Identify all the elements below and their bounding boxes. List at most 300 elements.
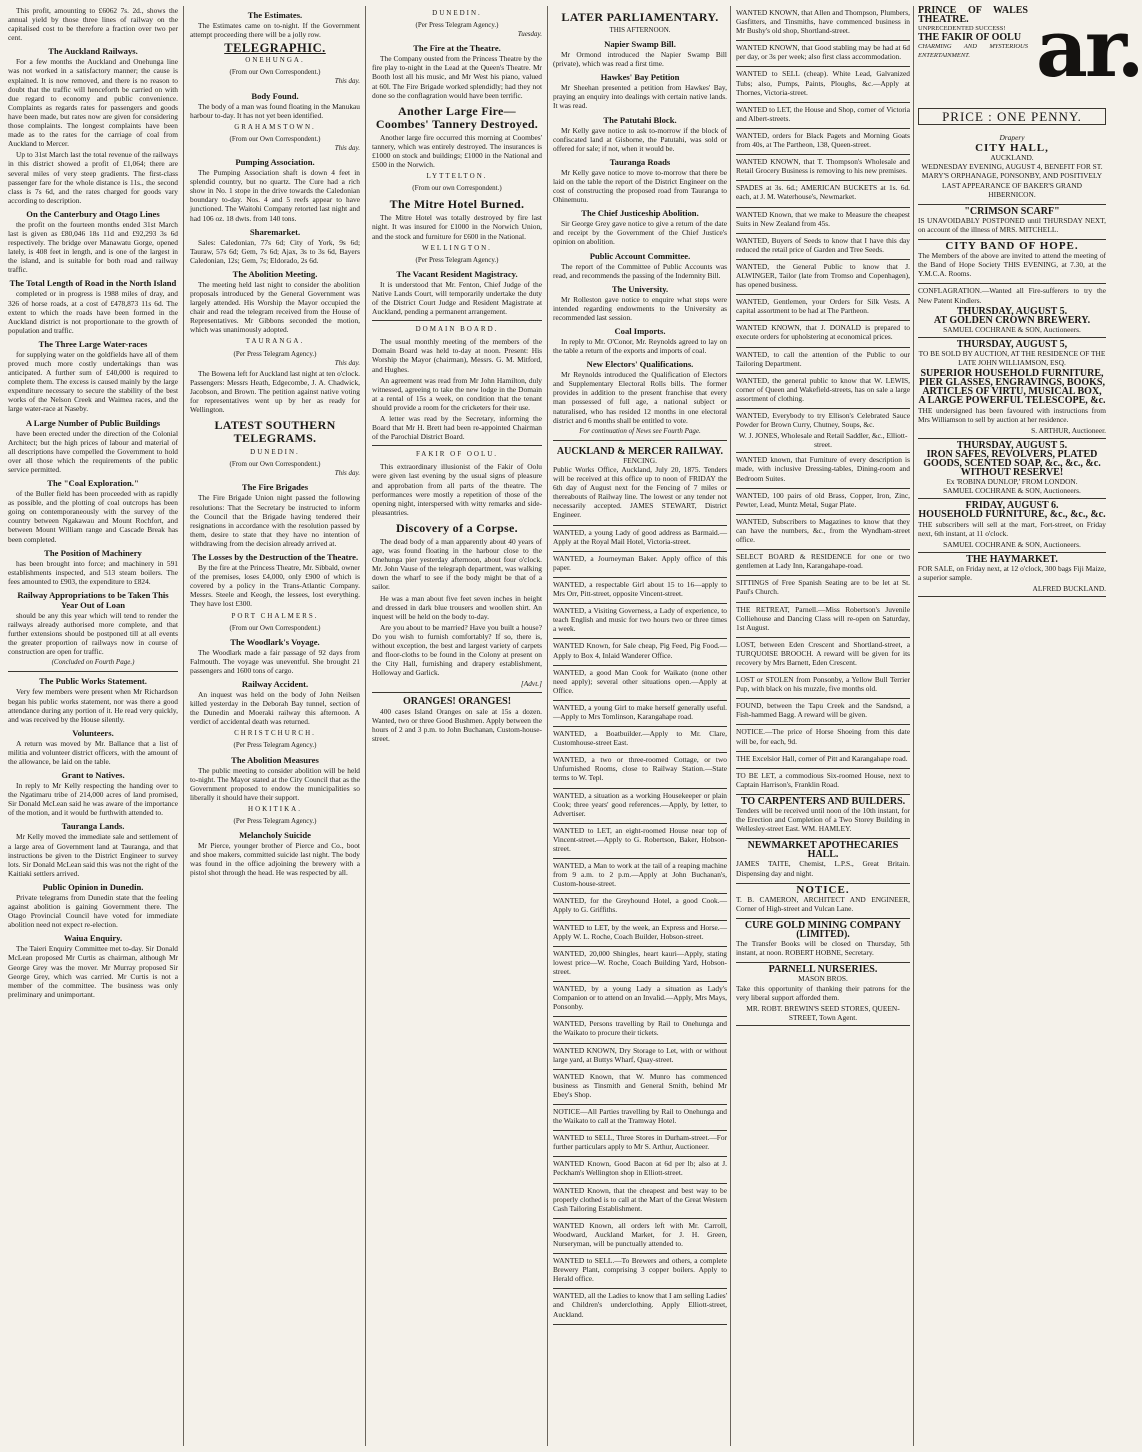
- major-heading: LATEST SOUTHERN TELEGRAMS.: [214, 418, 336, 446]
- section-heading: The Fire at the Theatre.: [413, 43, 501, 54]
- paragraph: The public meeting to consider abolition will be held to-night. The Mayor stated at the City Council that as the Government proposed to endow the municipalities so liberally it should have their support.: [190, 765, 360, 802]
- paragraph: The Fire Brigade Union night passed the following resolutions: That the Secretary be instructed to inform the Council that the Brigade having tendered their resignations in accordance with the resolution passed by them, desire to state that they have no intention of withdrawing from the decision already arrived at.: [190, 493, 360, 548]
- advert-heading: CURE GOLD MINING COMPANY (LIMITED).: [744, 919, 902, 941]
- advert-heading: ORANGES! ORANGES!: [402, 696, 512, 708]
- advert: [553, 789, 727, 824]
- source-line: (From our Own Correspondent.): [229, 68, 321, 77]
- advert-subheading: MASON BROS.: [798, 974, 848, 984]
- paragraph: He was a man about five feet seven inches in height and dressed in dark blue trousers and woollen shirt. An inquest will be held on the body to-day.: [372, 593, 542, 621]
- section-heading: The Woodlark's Voyage.: [230, 636, 320, 647]
- advert: [736, 41, 910, 67]
- advert: [918, 142, 1106, 205]
- column-6: [918, 1, 1142, 1446]
- advert-heading: PARNELL NURSERIES.: [768, 964, 878, 976]
- advert-text: WANTED Known, Good Bacon at 6d per lb; also at J. Peckham's Wellington shop in Elliott-street.: [553, 1159, 727, 1178]
- column-rule: [913, 6, 914, 1446]
- paragraph: Mr Sheehan presented a petition from Hawkes' Bay, praying an enquiry into dealings with certain native lands. It was read.: [553, 83, 727, 111]
- advert-text: WANTED, a young Girl to make herself generally useful.—Apply to Mrs Tomlinson, Karangahape road.: [553, 702, 727, 721]
- paragraph: A letter was read by the Secretary, informing the Board that Mr H. Brett had been re-appointed Chairman of the Parochial District Board.: [372, 414, 542, 442]
- advert: [736, 374, 910, 409]
- advert-text: WANTED Known, that W. Munro has commenced business as Tinsmith and General Smith, behind Mr Ebey's Shop.: [553, 1071, 727, 1099]
- advert-text: THE undersigned has been favoured with instructions from Mrs Williamson to sell by auction at her residence.: [918, 405, 1106, 424]
- column-rule: [730, 6, 731, 1446]
- advert: [553, 552, 727, 578]
- advert-text: WANTED Known, that the cheapest and best way to be properly clothed is to call at the Mart of the Great Western Cash Tailoring Establishment.: [553, 1185, 727, 1213]
- dateline: Tuesday.: [517, 30, 542, 39]
- advert: [553, 1184, 727, 1219]
- dateline-town: WELLINGTON.: [422, 243, 492, 252]
- advert: [736, 550, 910, 576]
- advert: [736, 6, 910, 41]
- advert-text: The Members of the above are invited to attend the meeting of the Band of Hope Society THIS EVENING, at 7.30, at the Y.M.C.A. Rooms.: [918, 251, 1106, 279]
- advert: [553, 1157, 727, 1183]
- source-line: (From our Own Correspondent.): [229, 623, 321, 632]
- advert: [918, 338, 1106, 439]
- advert: [736, 638, 910, 673]
- divider: [372, 692, 542, 693]
- section-label: Drapery: [999, 133, 1025, 143]
- paragraph: The dead body of a man apparently about 40 years of age, was found floating in the harbour close to the Onehunga pier yesterday afternoon, about four o'clock. Mr. John Vause of the telegraph department, was walking down the wharf to see if the body might be that of a sailor.: [372, 536, 542, 592]
- paragraph: In reply to Mr Kelly respecting the handing over to the Ngatimaru tribe of 214,000 acres of land promised, Sir Donald McLean said he was aware of the importance of the motion, and it would be furthwith attended to.: [8, 781, 178, 818]
- advert-text: JAMES TAITE, Chemist, L.P.S., Great Britain. Dispensing day and night.: [736, 859, 910, 878]
- advert-text: WANTED to LET, the House and Shop, corner of Victoria and Albert-streets.: [736, 104, 910, 123]
- advert-text: T. B. CAMERON, ARCHITECT AND ENGINEER, Corner of High-street and Vulcan Lane.: [736, 894, 910, 913]
- section-heading: Pumping Association.: [235, 157, 315, 168]
- advert: [736, 234, 910, 260]
- advert-heading: SUPERIOR HOUSEHOLD FURNITURE, PIER GLASSES, ENGRAVINGS, BOOKS, ARTICLES OF VIRTU, MUSICAL BOX, A LARGE POWERFUL TELESCOPE, &c.: [918, 368, 1106, 407]
- advert-text: WANTED, to call the attention of the Public to our Tailoring Department.: [736, 349, 910, 368]
- advert: [736, 795, 910, 839]
- advert: [736, 673, 910, 699]
- advert: [553, 1044, 727, 1070]
- paragraph: completed or in progress is 1988 miles of dray, and 326 of horse roads, at a cost of £478,873 11s 6d. The extent to which the roads have been formed in the Auckland district is not proportionate to the growth of population and traffic.: [8, 289, 178, 335]
- advert: [736, 884, 910, 919]
- section-heading: The University.: [611, 283, 669, 294]
- major-heading: The Mitre Hotel Burned.: [389, 197, 525, 212]
- advert: [736, 576, 910, 602]
- advert-signature: SAMUEL COCHRANE & SON, Auctioneers.: [943, 324, 1081, 334]
- advert-text: WANTED Known, for Sale cheap, Pig Feed, Pig Food.—Apply to Box 4, Inlaid Wanderer Office.: [553, 641, 727, 660]
- column-rule: [547, 6, 548, 1446]
- advert-text: WANTED, Gentlemen, your Orders for Silk Vests. A capital assortment to be had at The Partheon.: [736, 297, 910, 316]
- advert-text: TO BE SOLD BY AUCTION, AT THE RESIDENCE OF THE LATE JOHN WILLIAMSON, ESQ.: [918, 348, 1106, 368]
- paragraph: By the fire at the Princess Theatre, Mr. Sibbald, owner of the premises, loses £4,000, only £900 of which is covered by a policy in the Trans-Atlantic Company. Messrs. Steele and Keogh, the lessees, lost everything. They have lost £300.: [190, 563, 360, 609]
- advert-text: WANTED to SELL (cheap). White Lead, Galvanized Tubs; also, Pumps, Paints, Ploughs, &c.—Apply at Thornes, Victoria-street.: [736, 69, 910, 97]
- paragraph: the profit on the fourteen months ended 31st March last is given as £80,046 18s 11d and £92,293 3s 6d respectively. The bridge over Manawatu Gorge, opened lately, is 408 feet in length, and is one of the largest in the island, and is suitable for both road and railway traffic.: [8, 219, 178, 275]
- dateline-town: DUNEDIN.: [250, 448, 300, 457]
- advert: [553, 824, 727, 859]
- dateline-town: DUNEDIN.: [432, 9, 482, 17]
- advert-signature: W. J. JONES, Wholesale and Retail Saddler, &c., Elliott-street.: [738, 431, 908, 450]
- advert: [736, 603, 910, 638]
- subsection-heading: DOMAIN BOARD.: [415, 325, 499, 334]
- advert: [918, 553, 1106, 597]
- advert-signature: S. ARTHUR, Auctioneer.: [1031, 425, 1106, 435]
- dateline: This day.: [334, 143, 360, 152]
- subheading: THIS AFTERNOON.: [609, 26, 671, 34]
- advert-text: WANTED, 20,000 Shingles, heart kauri—Apply, stating lowest price—W. Roche, Coach Building Yard, Hobson-street.: [553, 948, 727, 976]
- section-heading: Hawkes' Bay Petition: [600, 72, 680, 83]
- dateline-town: TAURANGA.: [245, 337, 305, 346]
- paragraph: Mr Rolleston gave notice to enquire what steps were intended regarding endowments to the University as recommended last session.: [553, 294, 727, 322]
- dateline-town: LYTTELTON.: [426, 172, 488, 181]
- advert-text: WANTED, a young Lady of good address as Barmaid.—Apply at the Royal Mail Hotel, Victoria-street.: [553, 527, 727, 546]
- paragraph: Are you about to be married? Have you built a house? Do you wish to furnish comfortably? If so, there is, without exception, the best and largest variety of carpets and floor-cloths to be found in the Colony at present on the City Hall, furnishing and drapery establishment, Holloway and Garlick.: [372, 622, 542, 678]
- paragraph: A return was moved by Mr. Ballance that a list of militia and volunteer district officers, with the amount of the allowance, be laid on the table.: [8, 738, 178, 766]
- advert-text: WANTED, a good Man Cook for Waikato (none other need apply); several other situations open.—Apply at Office.: [553, 667, 727, 695]
- advert-text: WANTED, a Boatbuilder.—Apply to Mr. Clare, Customhouse-street East.: [553, 729, 727, 748]
- section-heading: Napier Swamp Bill.: [604, 39, 676, 50]
- paragraph: have been erected under the direction of the Colonial Architect; but the high prices of labour and material of all descriptions have compelled the Government to hold over all those which the requirements of the public service permitted.: [8, 428, 178, 474]
- advert: [553, 753, 727, 788]
- advert-text: WANTED KNOWN, that Good stabling may be had at 6d per day, or 3s per week; also first class accommodation.: [736, 43, 910, 62]
- paragraph: This extraordinary illusionist of the Fakir of Oolu were given last evening by the usual signs of pleasure and approbation from all parts of the theatre. The performances were mostly a repetition of those of the opening night, interspersed with witty remarks and side-pleasantries.: [372, 462, 542, 517]
- paragraph: The usual monthly meeting of the members of the Domain Board was held to-day at noon. Present: His Worship the Mayor (chairman), Messrs. G. M. Mitford, and Hughes.: [372, 337, 542, 374]
- source-line: (Per Press Telegram Agency.): [233, 741, 317, 750]
- paragraph: Sir George Grey gave notice to give a return of the date and receipt by the Government of the Chief Justice's opinion on abolition.: [553, 219, 727, 247]
- advert-text: Take this opportunity of thanking their patrons for the very liberal support afforded them.: [736, 983, 910, 1002]
- advert: [918, 240, 1106, 284]
- advert-text: WANTED, a Journeyman Baker. Apply office of this paper.: [553, 553, 727, 572]
- advert-heading: AT GOLDEN CROWN BREWERY.: [933, 314, 1091, 326]
- advert-text: WANTED, for the Greyhound Hotel, a good Cook.—Apply to G. Griffiths.: [553, 896, 727, 915]
- paragraph: for supplying water on the goldfields have all of them proved much more costly undertakings than was anticipated. A further sum of £40,000 is required to complete them. The excess is caused mainly by the large expenditure necessary to secure the stability of the best works of the Nelson Creek and Waimea races, and the large water-race at Naseby.: [8, 349, 178, 414]
- advert-text: CONFLAGRATION.—Wanted all Fire-sufferers to try the New Patent Kindlers.: [918, 286, 1106, 305]
- advert-text: WANTED, a Visiting Governess, a Lady of experience, to teach English and music for two hours two or three times a week.: [553, 606, 727, 634]
- advert: [918, 284, 1106, 337]
- section-heading: The Patutahi Block.: [603, 114, 677, 125]
- section-heading: On the Canterbury and Otago Lines: [26, 208, 160, 219]
- paragraph: The Estimates came on to-night. If the Government attempt proceeding there will be a jolly row.: [190, 21, 360, 40]
- advert: [553, 1131, 727, 1157]
- advert-text: THE subscribers will sell at the mart, Fort-street, on Friday next, 6th instant, at 11 o'clock.: [918, 519, 1106, 538]
- advert-text: WANTED to LET, an eight-roomed House near top of Vincent-street.—Apply to G. Robertson, Baker, Hobson-street.: [553, 825, 727, 853]
- dateline: This day.: [334, 358, 360, 367]
- section-heading: Sharemarket.: [249, 226, 301, 237]
- paragraph: Mr Pierce, younger brother of Pierce and Co., boot and shoe makers, committed suicide last night. The body was found in the office adjoining the brewery with a pistol shot through the head. He was respected by all.: [190, 841, 360, 878]
- advert-text: WANTED, Persons travelling by Rail to Onehunga and the Waikato to procure their tickets.: [553, 1019, 727, 1038]
- paragraph: The body of a man was found floating in the Manukau harbour to-day. It has not yet been identified.: [190, 101, 360, 120]
- advert-text: IS UNAVOIDABLY POSTPONED until THURSDAY NEXT, on account of the illness of MRS. MITCHELL.: [918, 215, 1106, 234]
- advert: [553, 578, 727, 604]
- advert: [736, 103, 910, 129]
- advert: [553, 982, 727, 1017]
- dateline-town: GRAHAMSTOWN.: [234, 122, 316, 131]
- section-heading: The Vacant Resident Magistracy.: [396, 268, 518, 279]
- theatre-advert-line: THE FAKIR OF OOLU: [918, 32, 1022, 44]
- advert-signature: ALFRED BUCKLAND.: [1032, 584, 1106, 594]
- advert-text: SPADES at 3s. 6d.; AMERICAN BUCKETS at 1s. 6d. each, at J. M. Waterhouse's, Newmarket.: [736, 183, 910, 202]
- advert-text: Tenders will be received until noon of the 10th instant, for the Erection and Completion of a Two Storey Building in Wellesley-street East. WM. HAMLEY.: [736, 806, 910, 834]
- advert-heading: CITY BAND OF HOPE.: [945, 240, 1079, 253]
- advert-heading: AUCKLAND & MERCER RAILWAY.: [556, 445, 724, 457]
- advert-text: LOST, between Eden Crescent and Shortland-street, a TURQUOISE BROOCH. A reward will be given for its recovery by Mrs Barnett, Eden Crescent.: [736, 639, 910, 667]
- advert-text: WANTED, Everybody to try Ellison's Celebrated Sauce Powder for Brown Curry, Chutney, Soups, &c.: [736, 411, 910, 430]
- paragraph: The Taieri Enquiry Committee met to-day. Sir Donald McLean proposed Mr Curtis as chairman, although Mr George Grey was the mover. Mr Murray proposed Sir George Grey, which was carried. Mr Curtis is not a member of the committee. The business was only preliminary and unimportant.: [8, 944, 178, 999]
- advert-text: NOTICE—All Parties travelling by Rail to Onehunga and the Waikato to call at the Tramway Hotel.: [553, 1106, 727, 1126]
- advert-text: WANTED KNOWN, Dry Storage to Let, with or without large yard, at Buttys Wharf, Quay-street.: [553, 1045, 727, 1064]
- paragraph: 400 cases Island Oranges on sale at 15s a dozen. Wanted, two or three Good Bushmen. Apply between the hours of 2 and 3 p.m. to John Buchanan, Custom-house-street.: [372, 706, 542, 743]
- section-heading: Public Account Committee.: [589, 250, 691, 261]
- divider: [372, 445, 542, 446]
- paragraph: The Bowena left for Auckland last night at ten o'clock. Passengers: Messrs Heath, Edgecombe, J. A. Chadwick, Jacobson, and Brown. The petition against native voting for representatives went up by her as ready for Wellington.: [190, 368, 360, 415]
- dateline-town: CHRISTCHURCH.: [234, 729, 316, 738]
- advert: [553, 921, 727, 947]
- advert-text: THE Excelsior Hall, corner of Pitt and Karangahape road.: [736, 753, 908, 763]
- dateline: This day.: [334, 77, 360, 86]
- paragraph: Mr Reynolds introduced the Qualification of Electors and Supplementary Electoral Rolls bills. The former provides in addition to the present franchise that every man possessed of full age, a national subject or naturalised, who has resided 12 months in one electoral district and 6 months shall be entitled to vote.: [553, 370, 727, 425]
- source-line: (Per Press Telegram Agency.): [415, 21, 499, 30]
- price-box: PRICE : ONE PENNY.: [918, 108, 1106, 125]
- advert-text: WANTED to SELL.—To Brewers and others, a complete Brewery Plant, comprising 3 copper boilers. Apply to Herald office.: [553, 1256, 727, 1284]
- source-line: (Per Press Telegram Agency.): [233, 349, 317, 358]
- paragraph: The meeting held last night to consider the abolition proposals introduced by the General Government was largely attended. His Worship the Mayor occupied the chair and read the telegram received from the House of Representatives. Mr Gibbons seconded the motion, which was unanimously adopted.: [190, 279, 360, 335]
- advert-text: WANTED, Subscribers to Magazines to know that they can have the numbers, &c., from the Wyndham-street office.: [736, 516, 910, 545]
- section-heading: Tauranga Lands.: [61, 821, 125, 832]
- advert-text: WANTED, a two or three-roomed Cottage, or two Unfurnished Rooms, close to Railway Station.—State terms to W. Tepl.: [553, 755, 727, 783]
- theatre-advert-line: UNPRECEDENTED SUCCESS!: [918, 25, 1006, 33]
- advert-subheading: Ex 'ROBINA DUNLOP,' FROM LONDON.: [946, 477, 1078, 487]
- advert: [736, 963, 910, 1026]
- advert: [553, 445, 727, 526]
- advert: [553, 701, 727, 727]
- advert-signature: SAMUEL COCHRANE & SON, Auctioneers.: [943, 486, 1081, 496]
- section-heading: The Fire Brigades: [241, 482, 309, 493]
- advert-text: WANTED, 100 pairs of old Brass, Copper, Iron, Zinc, Pewter, Lead, Muntz Metal, Sugar Plate.: [736, 490, 910, 509]
- paragraph: Sales: Caledonian, 77s 6d; City of York, 9s 6d; Tauraw, 57s 6d; Gem, 7s 6d; Ajax, 3s to 3s 6d, Bayers Caledonian, 12s; Gem, 7s; Eldorado, 2s 6d.: [190, 237, 360, 265]
- advert-text: WANTED KNOWN, that Allen and Thompson, Plumbers, Gasfitters, and Tinsmiths, have commenced business in Mr Bushy's old shop, Shortland-street.: [736, 8, 910, 36]
- section-heading: Grant to Natives.: [61, 770, 125, 781]
- advert-text: WANTED KNOWN, that J. DONALD is prepared to execute orders for upholstering at economical prices.: [736, 323, 910, 342]
- divider: [553, 440, 727, 441]
- section-heading: A Large Number of Public Buildings: [25, 417, 161, 428]
- advert-text: The Transfer Books will be closed on Thursday, 5th instant, at noon. ROBERT HOBNE, Secretary.: [736, 939, 910, 958]
- section-heading: Melancholy Suicide: [239, 830, 311, 841]
- source-line: (Per Press Telegram Agency.): [233, 817, 317, 825]
- advert-text: WANTED Known, all orders left with Mr. Carroll, Woodward, Auckland Market, for J. H. Green, Nurseryman, will be punctually attended to.: [553, 1220, 727, 1248]
- paragraph: An inquest was held on the body of John Neilsen killed yesterday in the Deborah Bay tunnel, section of the Dunedin and Moeraki railway this afternoon. A verdict of accidental death was returned.: [190, 689, 360, 727]
- paragraph: Up to 31st March last the total revenue of the railways in this district showed a profit of £1,064; there are several miles of very steep gradients. The first-class passenger fare for the whole distance is 11s., the second class is 7s 6d, and the rates charged for goods vary according to description.: [8, 150, 178, 205]
- advert-text: SITTINGS of Free Spanish Seating are to be let at St. Paul's Church.: [736, 578, 910, 597]
- dateline-town: PORT CHALMERS.: [231, 611, 319, 620]
- dateline-town: HOKITIKA.: [248, 804, 302, 813]
- major-heading: LATER PARLIAMENTARY.: [561, 10, 719, 24]
- advert-text: WANTED to SELL, Three Stores in Durham-street.—For further particulars apply to Mr S. Arthur, Auctioneer.: [553, 1133, 727, 1152]
- section-heading: Public Opinion in Dunedin.: [42, 881, 144, 892]
- advert: [553, 1219, 727, 1254]
- advert-label: [Advt.]: [520, 679, 542, 689]
- section-heading: Volunteers.: [72, 727, 114, 738]
- subsection-heading: FAKIR OF OOLU.: [415, 450, 499, 459]
- paragraph: Mr Ormond introduced the Napier Swamp Bill (private), which was read a first time.: [553, 50, 727, 69]
- paragraph: Another large fire occurred this morning at Coombes' tannery, which was entirely destroyed. The insurances is £1000 on stock and buildings; £1000 in the National and £500 in the Norwich.: [372, 132, 542, 170]
- advert-text: WANTED, a situation as a working Housekeeper or plain Cook; three years' good references.—Apply, by letter, to Advertiser.: [553, 790, 727, 818]
- advert: [736, 839, 910, 883]
- advert-text: WEDNESDAY EVENING, AUGUST 4, BENEFIT FOR ST. MARY'S ORPHANAGE, PONSONBY, AND POSITIVELY LAST APPEARANCE OF BAKER'S GRAND HIBERNICON.: [921, 162, 1103, 199]
- paragraph: An agreement was read from Mr John Hamilton, duly witnessed, agreeing to take the new lodge in the Domain at a rental of 15s a week, on condition that the tenant should provide a room for the cricketers for their use.: [372, 375, 542, 412]
- advert-signature: MR. ROBT. BREWIN'S SEED STORES, QUEEN-STREET, Town Agent.: [746, 1003, 900, 1022]
- advert-text: SELECT BOARD & RESIDENCE for one or two gentlemen at Lady Inn, Karangahape-road.: [736, 552, 910, 571]
- paragraph: The report of the Committee of Public Accounts was read, and recommends the passing of the Indemnity Bill.: [553, 261, 727, 280]
- column-1: [8, 6, 178, 1446]
- source-line: (From our Own Correspondent.): [229, 134, 321, 143]
- advert-text: WANTED, orders for Black Pagets and Morning Goats from 40s, at The Partheon, 138, Queen-street.: [736, 130, 910, 150]
- advert-heading: TO CARPENTERS AND BUILDERS.: [740, 795, 906, 807]
- advert-text: WANTED, the general public to know that W. LEWIS, corner of Queen and Wakefield-streets, has on sale a large assortment of clothing.: [736, 375, 910, 403]
- advert: [553, 1289, 727, 1324]
- paragraph: This profit, amounting to £6062 7s. 2d., shows the annual yield by those three lines of railway on the capitalised cost to be therefore a fraction over two per cent.: [8, 6, 178, 43]
- paragraph: For a few months the Auckland and Onehunga line was not worked in a satisfactory manner; the cause is explained. It is now removed, and there is no reason to doubt that the traffic will henceforth be carried on with due regard to economy and public convenience. Complaints as regards rates for passengers and goods have been made, but rates now are given for considering those complaints. The longest complaints have been made as to the rates for the carriage of coal from Auckland to Mercer.: [8, 57, 178, 149]
- source-line: (From our Own Correspondent.): [229, 460, 321, 469]
- advert: [553, 666, 727, 701]
- advert: [553, 859, 727, 894]
- advert-text: WANTED, a respectable Girl about 15 to 16—apply to Mrs Orr, Pitt-street, opposite Vincent-street.: [553, 579, 727, 599]
- section-heading: Waiua Enquiry.: [63, 933, 123, 944]
- advert: [736, 181, 910, 207]
- divider: [372, 320, 542, 321]
- advert: [736, 489, 910, 515]
- advert-signature: SAMUEL COCHRANE & SON, Auctioneers.: [943, 539, 1081, 549]
- advert-subheading: AUCKLAND.: [990, 153, 1034, 163]
- advert-text: Public Works Office, Auckland, July 20, 1875. Tenders will be received at this office up to noon of FRIDAY the 6th day of August next for the Fencing of 7 miles or thereabouts of Railway line. The lowest or any tender not necessarily accepted. JAMES STEWART, District Engineer.: [553, 465, 727, 520]
- divider: [8, 671, 178, 672]
- telegraphic-heading: TELEGRAPHIC.: [224, 41, 326, 56]
- section-heading: The Losses by the Destruction of the Theatre.: [191, 552, 359, 563]
- masthead: [918, 1, 1142, 102]
- section-heading: The "Coal Exploration.": [47, 478, 139, 489]
- column-rule: [365, 6, 366, 1446]
- continuation-note: For continuation of News see Fourth Page.: [579, 426, 701, 435]
- column-3: [372, 6, 542, 1446]
- section-heading: Railway Accident.: [241, 678, 309, 689]
- source-line: (Per Press Telegram Agency.): [415, 255, 499, 264]
- column-rule: [183, 6, 184, 1446]
- major-heading: Another Large Fire—Coombes' Tannery Destroyed.: [375, 103, 539, 131]
- major-heading: Discovery of a Corpse.: [396, 520, 518, 535]
- advert: [918, 439, 1106, 500]
- paragraph: Private telegrams from Dunedin state that the feeling against abolition is gaining Government there. The Otago Provincial Council have voted for immediate abolition need not expect re-election.: [8, 892, 178, 930]
- theatre-advert-title: PRINCE OF WALES THEATRE.: [918, 5, 1028, 26]
- advert: [553, 1105, 727, 1131]
- advert-text: WANTED Known, that we make to Measure the cheapest Suits in New Zealand from 45s.: [736, 209, 910, 228]
- advert-text: NOTICE.—The price of Horse Shoeing from this date will be, for each, 9d.: [736, 727, 910, 746]
- advert-text: WANTED, the General Public to know that J. ALWINGER, Tailor (late from Tromso and Copenhagen), has opened business.: [736, 261, 910, 290]
- source-line: (From our own Correspondent.): [412, 184, 502, 193]
- paragraph: The Company ousted from the Princess Theatre by the fire play to-night in the Lead at the Queen's Theatre. Mr Booth lost all his music, and Mr West his piano, valued at 60l. The Fire Brigade worked splendidly; had they not done so the conflagration would have been terrific.: [372, 54, 542, 100]
- advert: [553, 1254, 727, 1289]
- advert-heading: HOUSEHOLD FURNITURE, &c., &c., &c.: [918, 509, 1106, 521]
- advert: [736, 129, 910, 155]
- dateline: This day.: [334, 469, 360, 478]
- advert-heading: THURSDAY, AUGUST 5.: [956, 439, 1068, 451]
- paragraph: Mr Kelly gave notice to move to-morrow that there be laid on the table the report of the District Engineer on the cost of constructing the proposed road from Tauranga to Ohinemutu.: [553, 167, 727, 205]
- advert-heading: WITHOUT RESERVE!: [960, 467, 1064, 479]
- advert: [736, 208, 910, 234]
- advert: [736, 67, 910, 102]
- advert-heading: THURSDAY, AUGUST 5,: [956, 338, 1068, 350]
- advert-text: THE RETREAT, Parnell.—Miss Robertson's Juvenile Colliehouse and Dancing Class will re-open on Saturday, 1st August.: [736, 604, 910, 632]
- section-heading: The Position of Machinery: [44, 547, 142, 558]
- advert-heading: THE HAYMARKET.: [966, 553, 1058, 565]
- advert: [553, 1070, 727, 1105]
- column-2: [190, 6, 360, 1446]
- theatre-advert-line: CHARMING AND MYSTERIOUS ENTERTAINMENT.: [918, 43, 1028, 60]
- section-heading: The Auckland Railways.: [48, 46, 138, 57]
- paragraph: The Woodlark made a fair passage of 92 days from Falmouth. The voyage was uneventful. She brought 21 passengers and 1600 tons of cargo.: [190, 647, 360, 675]
- section-heading: New Electors' Qualifications.: [586, 359, 694, 370]
- masthead-title-fragment: ar.: [1036, 1, 1142, 95]
- paragraph: should be any this year which will tend to render the railways already authorised more complete, and that further extensions should be postponed till at all events the greater proportion of railways now in course of construction are open for traffic.: [8, 610, 178, 657]
- advert-heading: IRON SAFES, REVOLVERS, PLATED GOODS, SCENTED SOAP, &c., &c., &c.: [923, 448, 1101, 469]
- advert-text: WANTED to LET, by the week, an Express and Horse.—Apply W. L. Roche, Coach Builder, Hobson-street.: [553, 922, 727, 941]
- paragraph: Mr Kelly gave notice to ask to-morrow if the block of confiscated land at Gisborne, the Patutahi, was sold or offered for sale; if not, when it would be.: [553, 125, 727, 153]
- advert: [736, 155, 910, 181]
- advert: [553, 947, 727, 982]
- advert: [736, 752, 910, 769]
- advert-heading: CITY HALL,: [975, 142, 1049, 155]
- advert-text: WANTED known, that Furniture of every description is made, with inclusive Dressing-tables, Dining-room and Bedroom Suites.: [736, 455, 910, 483]
- dateline-town: ONEHUNGA.: [245, 56, 305, 65]
- section-heading: The Chief Justiceship Abolition.: [581, 208, 699, 219]
- advert-text: WANTED, a Man to work at the tail of a reaping machine from 9 a.m. to 2 p.m.—Apply at John Buchanan's, Custom-house-street.: [553, 861, 727, 889]
- section-heading: Tauranga Roads: [609, 156, 671, 167]
- advert-text: FOUND, between the Tapu Creek and the Sandsnd, a Fish-hammed Bagg. A reward will be given.: [736, 701, 910, 720]
- advert: [736, 348, 910, 374]
- section-heading: The Abolition Measures: [231, 754, 319, 765]
- advert: [918, 499, 1106, 552]
- advert-text: FOR SALE, on Friday next, at 12 o'clock, 300 bags Fiji Maize, a superior sample.: [918, 563, 1106, 583]
- section-heading: The Total Length of Road in the North Island: [9, 278, 177, 289]
- section-heading: The Abolition Meeting.: [232, 268, 318, 279]
- section-heading: Railway Appropriations to be Taken This Year Out of Loan: [17, 589, 169, 610]
- section-heading: The Three Large Water-races: [38, 338, 148, 349]
- advert-text: WANTED KNOWN, that T. Thompson's Wholesale and Retail Grocery Business is removing to his new premises.: [736, 157, 910, 176]
- advert: [553, 604, 727, 639]
- advert: [553, 1017, 727, 1043]
- advert: [553, 727, 727, 753]
- section-heading: Body Found.: [251, 90, 299, 101]
- column-4: [553, 6, 727, 1446]
- advert: [736, 769, 910, 795]
- advert-heading: NOTICE.: [796, 883, 850, 896]
- paragraph: Mr Kelly moved the immediate sale and settlement of a large area of Government land at Tauranga, and that instructions be given to the District Engineer to survey lots. Sir Donald McLean said this was not the right of the Kaitiaki settlers arrived.: [8, 832, 178, 878]
- advert-text: WANTED, Buyers of Seeds to know that I have this day reduced the retail price of Garden and Tree Seeds.: [736, 235, 910, 254]
- advert-text: WANTED, by a young Lady a situation as Lady's Companion or to attend on an Invalid.—Apply, Mrs Mays, Ponsonby.: [553, 984, 727, 1012]
- advert-heading: FRIDAY, AUGUST 6.: [965, 500, 1059, 512]
- advert: [736, 295, 910, 321]
- advert-subheading: FENCING.: [623, 455, 657, 465]
- advert-text: LOST or STOLEN from Ponsonby, a Yellow Bull Terrier Pup, with black on his muzzle, five months old.: [736, 675, 910, 694]
- advert: [553, 894, 727, 920]
- advert-heading: NEWMARKET APOTHECARIES HALL.: [747, 840, 899, 861]
- advert: [736, 919, 910, 963]
- paragraph: The Pumping Association shaft is down 4 feet in splendid country, but no quartz. The Cure had a rich show in No. 1 stope in the drive towards the Caledonian boundary to-day. Nos. 4 and 5 reefs appear to have junctioned. The Waitohi Company retorted last night and had 106 oz. 18 dwts. from 140 tons.: [190, 168, 360, 223]
- advert-text: TO BE LET, a commodious Six-roomed House, next to Captain Harrison's, Franklin Road.: [736, 770, 910, 789]
- advert-heading: THURSDAY, AUGUST 5.: [956, 305, 1068, 317]
- advert: [736, 453, 910, 488]
- advert: [736, 260, 910, 295]
- advert: [553, 639, 727, 665]
- column-5: [736, 6, 910, 1446]
- advert: [553, 526, 727, 552]
- advert: [736, 321, 910, 347]
- section-heading: Coal Imports.: [614, 325, 666, 336]
- advert-heading: "CRIMSON SCARF": [964, 205, 1060, 217]
- section-heading: The Estimates.: [247, 10, 303, 20]
- continuation-note: (Concluded on Fourth Page.): [51, 658, 135, 667]
- advert-text: WANTED, all the Ladies to know that I am selling Ladies' and Children's underclothing. Apply Elliott-street, Auckland.: [553, 1291, 727, 1319]
- section-heading: The Public Works Statement.: [39, 676, 147, 687]
